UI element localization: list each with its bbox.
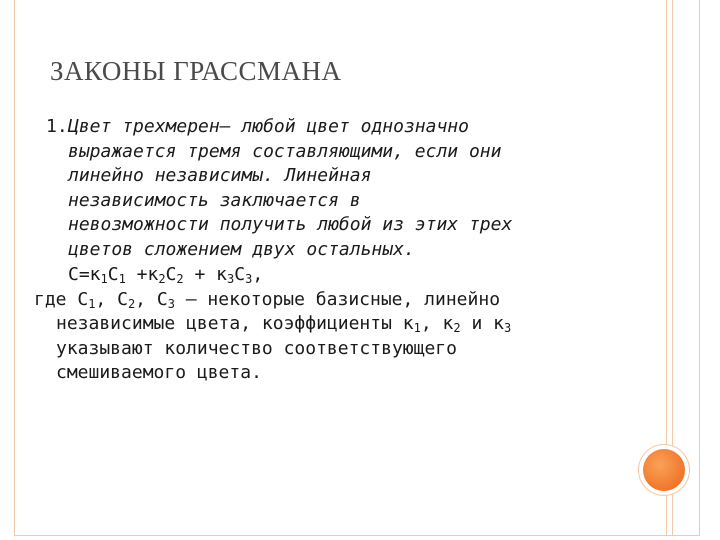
formula: $C=к_1C_1 +к_2C_2 + к_3C_3$, <box>68 264 264 286</box>
where-line-1: где $C_1$, $C_2$, $C_3$ — некоторые базисные, линейно <box>34 288 501 311</box>
statement-line-3: линейно независимы. Линейная <box>68 165 372 186</box>
law-statement <box>46 115 646 262</box>
statement-line-6: цветов сложением двух остальных. <box>68 238 415 260</box>
where-line-2: независимые цвета, коэффициенты $к_1$, $к_2$ и $к_3$ <box>56 313 512 335</box>
list-item-1 <box>46 115 646 288</box>
where-explanation <box>34 288 646 386</box>
slide-title: ЗАКОНЫ ГРАССМАНА <box>50 56 342 86</box>
where-line-4: смешиваемого цвета. <box>56 362 262 383</box>
statement-line-4: независимость заключается в <box>68 189 361 211</box>
slide-body <box>34 115 646 386</box>
statement-line-1: Цвет трехмерен— любой цвет однозначно <box>68 116 469 137</box>
statement-line-5: невозможности получить любой из этих трех <box>68 214 513 235</box>
where-line-3: указывают количество соответствующего <box>56 337 457 359</box>
decorative-orange-circle <box>643 449 685 491</box>
list-number: 1. <box>46 116 68 137</box>
statement-line-2: выражается тремя составляющими, если они <box>68 140 502 162</box>
